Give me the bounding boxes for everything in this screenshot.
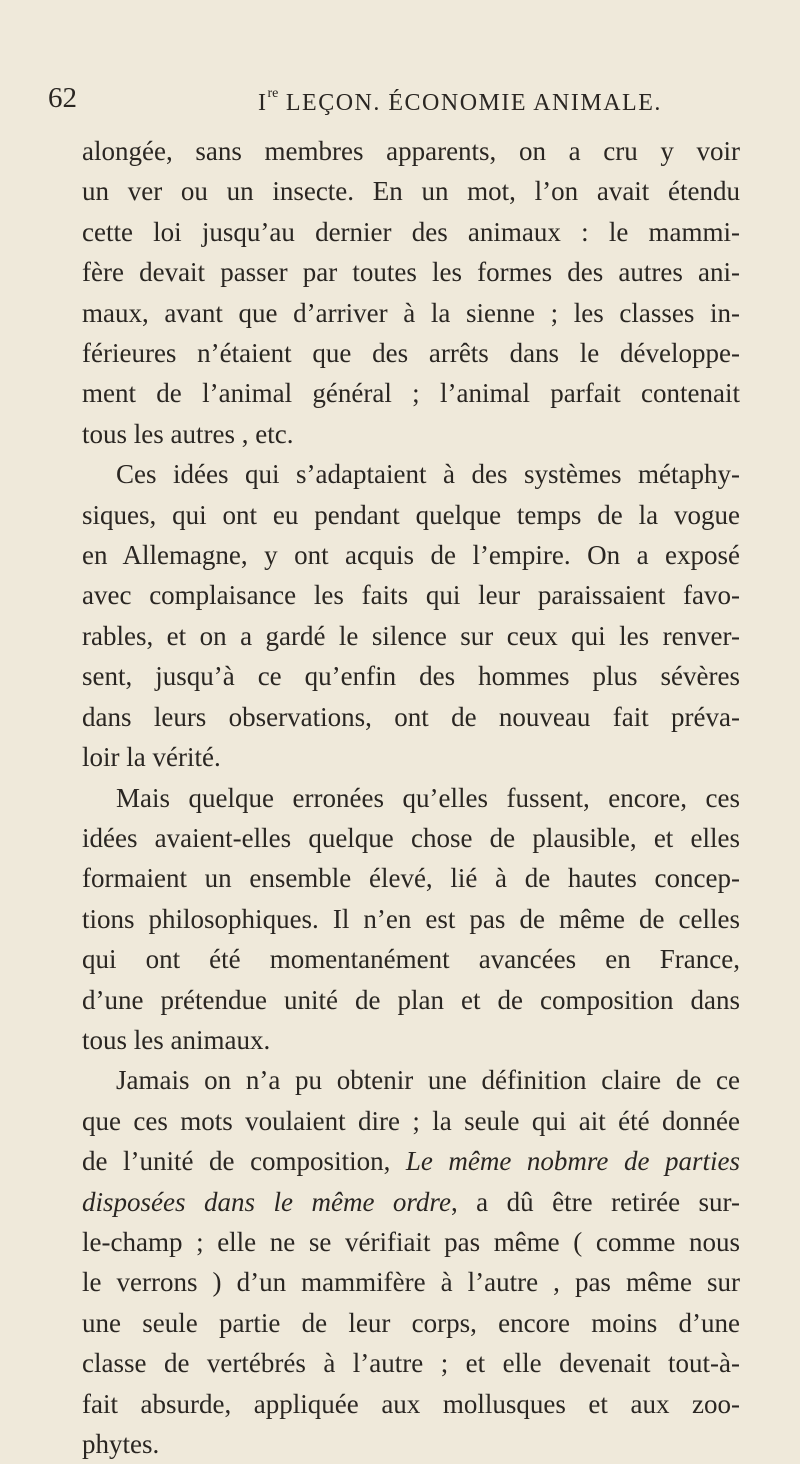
text-line: phytes. bbox=[82, 1429, 160, 1459]
text-line: alongée, sans membres apparents, on a cru y voir bbox=[82, 136, 740, 166]
text-line: que ces mots voulaient dire ; la seule qui ait été donnée bbox=[82, 1105, 740, 1136]
text-line: qui ont été momentanément avancées en France, bbox=[82, 944, 740, 975]
paragraph-4 bbox=[82, 1060, 740, 1464]
text-line: idées avaient-elles quelque chose de plausible, et elles bbox=[82, 822, 740, 853]
text-line: loir la vérité. bbox=[82, 742, 221, 773]
text-line: Mais quelque erronées qu’elles fussent, encore, ces bbox=[116, 782, 740, 813]
italic-quote: Le même nobmre de parties bbox=[405, 1146, 740, 1177]
paragraph-3 bbox=[82, 778, 740, 1061]
lesson-superscript: re bbox=[267, 86, 279, 101]
running-head bbox=[258, 78, 662, 123]
text-line: en Allemagne, y ont acquis de l’empire. On a exposé bbox=[82, 540, 740, 571]
text-line: sent, jusqu’à ce qu’enfin des hommes plus sévères bbox=[82, 661, 740, 692]
text-line: maux, avant que d’arriver à la sienne ; les classes in- bbox=[82, 297, 740, 328]
text-line: Jamais on n’a pu obtenir une définition claire de ce bbox=[116, 1065, 740, 1096]
text-run: de l’unité de composition, bbox=[82, 1146, 406, 1177]
text-line: fère devait passer par toutes les formes des autres ani- bbox=[82, 257, 740, 288]
text-line: dans leurs observations, ont de nouveau fait préva- bbox=[82, 701, 740, 732]
text-line: le-champ ; elle ne se vérifiait pas même ( comme nous bbox=[82, 1226, 740, 1257]
text-line: une seule partie de leur corps, encore moins d’une bbox=[82, 1307, 740, 1338]
text-line bbox=[82, 1182, 740, 1222]
text-line: ment de l’animal général ; l’animal parfait contenait bbox=[82, 378, 740, 409]
text-line: avec complaisance les faits qui leur paraissaient favo- bbox=[82, 580, 740, 611]
text-line: d’une prétendue unité de plan et de composition dans bbox=[82, 984, 740, 1015]
text-line: férieures n’étaient que des arrêts dans le développe- bbox=[82, 338, 740, 369]
text-line: rables, et on a gardé le silence sur ceux qui les renver- bbox=[82, 620, 740, 651]
italic-quote: disposées dans le même ordre bbox=[82, 1186, 451, 1217]
text-line: le verrons ) d’un mammifère à l’autre , pas même sur bbox=[82, 1267, 740, 1298]
text-line: classe de vertébrés à l’autre ; et elle devenait tout-à- bbox=[82, 1348, 740, 1379]
text-run: , a dû être retirée sur- bbox=[450, 1186, 740, 1217]
paragraph-1 bbox=[82, 131, 740, 454]
text-line: fait absurde, appliquée aux mollusques et aux zoo- bbox=[82, 1388, 740, 1419]
text-line: Ces idées qui s’adaptaient à des systèmes métaphy- bbox=[116, 459, 740, 490]
lesson-numeral: I bbox=[258, 90, 268, 116]
text-line: siques, qui ont eu pendant quelque temps de la vogue bbox=[82, 499, 740, 530]
paragraph-2 bbox=[82, 454, 740, 777]
text-line: un ver ou un insecte. En un mot, l’on avait étendu bbox=[82, 176, 740, 207]
text-line: tions philosophiques. Il n’en est pas de même de celles bbox=[82, 903, 740, 934]
page-header bbox=[48, 78, 748, 118]
text-line bbox=[82, 1141, 740, 1181]
text-line: cette loi jusqu’au dernier des animaux : le mammi- bbox=[82, 216, 740, 247]
text-line: tous les animaux. bbox=[82, 1024, 271, 1055]
text-line: formaient un ensemble élevé, lié à de hautes concep- bbox=[82, 863, 740, 894]
text-line: tous les autres , etc. bbox=[82, 418, 294, 449]
page-number: 62 bbox=[48, 82, 77, 114]
lesson-title: LEÇON. ÉCONOMIE ANIMALE. bbox=[278, 90, 662, 116]
body-text bbox=[82, 131, 740, 1464]
